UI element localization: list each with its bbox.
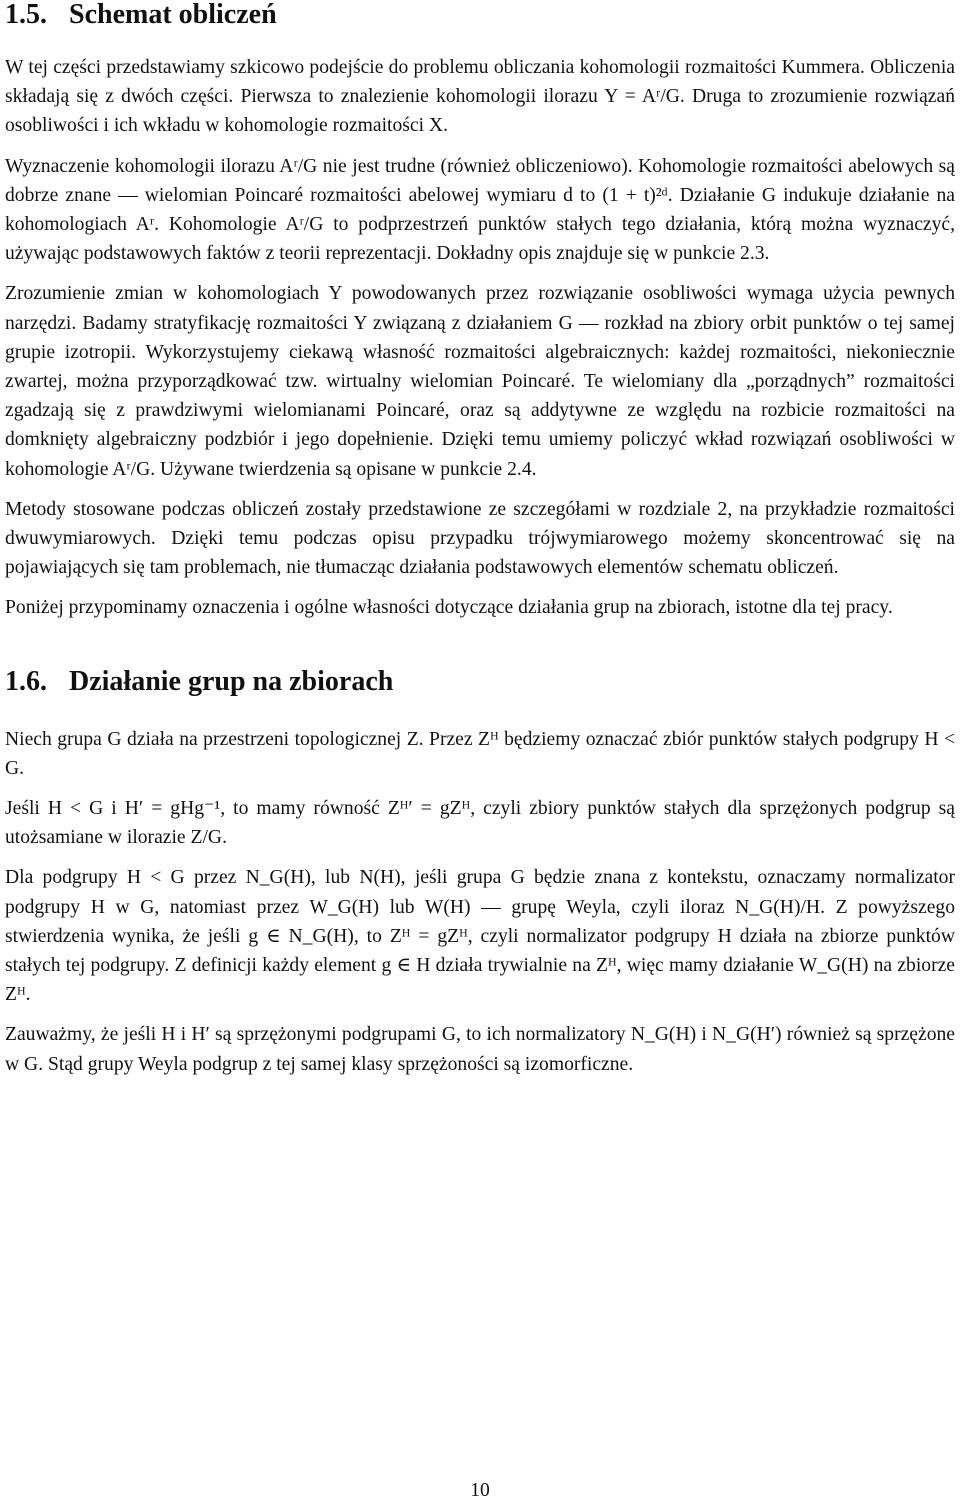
paragraph: Dla podgrupy H < G przez N_G(H), lub N(H), jeśli grupa G będzie znana z kontekstu, oznaczamy normalizator podgrupy H w G, natomiast przez W_G(H) lub W(H) — grupę Weyla, czyli iloraz N_G(H)/H. Z powyższego stwierdzenia wynika, że jeśli g ∈ N_G(H), to Zᴴ = gZᴴ, czyli normalizator podgrupy H działa na zbiorze punktów stałych tej podgrupy. Z definicji każdy element g ∈ H działa trywialnie na Zᴴ, więc mamy działanie W_G(H) na zbiorze Zᴴ. xyxy=(5,867,955,1006)
paragraph: Wyznaczenie kohomologii ilorazu Aʳ/G nie jest trudne (również obliczeniowo). Kohomologie rozmaitości abelowych są dobrze znane — wielomian Poincaré rozmaitości abelowej wymiaru d to (1 + t)²ᵈ. Działanie G indukuje działanie na kohomologiach Aʳ. Kohomologie Aʳ/G to podprzestrzeń punktów stałych tego działania, którą można wyznaczyć, używając podstawowych faktów z teorii reprezentacji. Dokładny opis znajduje się w punkcie 2.3. xyxy=(5,155,955,265)
section-heading xyxy=(5,0,955,30)
section-title: Schemat obliczeń xyxy=(69,0,277,30)
section-title: Działanie grup na zbiorach xyxy=(69,665,394,697)
section-heading xyxy=(5,667,955,697)
paragraph: Zrozumienie zmian w kohomologiach Y powodowanych przez rozwiązanie osobliwości wymaga użycia pewnych narzędzi. Badamy stratyfikację rozmaitości Y związaną z działaniem G — rozkład na zbiory orbit punktów o tej samej grupie izotropii. Wykorzystujemy ciekawą własność rozmaitości algebraicznych: każdej rozmaitości, niekoniecznie zwartej, można przyporządkować tzw. wirtualny wielomian Poincaré. Te wielomiany dla „porządnych” rozmaitości zgadzają się z prawdziwymi wielomianami Poincaré, oraz są addytywne ze względu na rozbicie rozmaitości na domknięty algebraiczny podzbiór i jego dopełnienie. Dzięki temu umiemy policzyć wkład rozwiązań osobliwości w kohomologie Aʳ/G. Używane twierdzenia są opisane w punkcie 2.4. xyxy=(5,283,955,480)
section-1-5 xyxy=(5,0,955,623)
paragraph: Poniżej przypominamy oznaczenia i ogólne własności dotyczące działania grup na zbiorach, istotne dla tej pracy. xyxy=(5,597,893,619)
paragraph: Metody stosowane podczas obliczeń zostały przedstawione ze szczegółami w rozdziale 2, na przykładzie rozmaitości dwuwymiarowych. Dzięki temu podczas opisu przypadku trójwymiarowego możemy skoncentrować się na pojawiających się tam problemach, nie tłumacząc działania podstawowych elementów schematu obliczeń. xyxy=(5,498,955,579)
paragraph: W tej części przedstawiamy szkicowo podejście do problemu obliczania kohomologii rozmaitości Kummera. Obliczenia składają się z dwóch części. Pierwsza to znalezienie kohomologii ilorazu Y = Aʳ/G. Druga to zrozumienie rozwiązań osobliwości i ich wkładu w kohomologie rozmaitości X. xyxy=(5,57,955,137)
paragraph: Zauważmy, że jeśli H i H′ są sprzężonymi podgrupami G, to ich normalizatory N_G(H) i N_G(H′) również są sprzężone w G. Stąd grupy Weyla podgrup z tej samej klasy sprzężoności są izomorficzne. xyxy=(5,1024,955,1075)
section-1-6 xyxy=(5,667,955,1079)
paragraph: Jeśli H < G i H′ = gHg⁻¹, to mamy równość Zᴴ′ = gZᴴ, czyli zbiory punktów stałych dla sprzężonych podgrup są utożsamiane w ilorazie Z/G. xyxy=(5,798,955,849)
paragraph: Niech grupa G działa na przestrzeni topologicznej Z. Przez Zᴴ będziemy oznaczać zbiór punktów stałych podgrupy H < G. xyxy=(5,728,955,779)
section-number: 1.5. xyxy=(5,0,47,30)
section-number: 1.6. xyxy=(5,665,47,697)
page-number: 10 xyxy=(470,1480,490,1501)
